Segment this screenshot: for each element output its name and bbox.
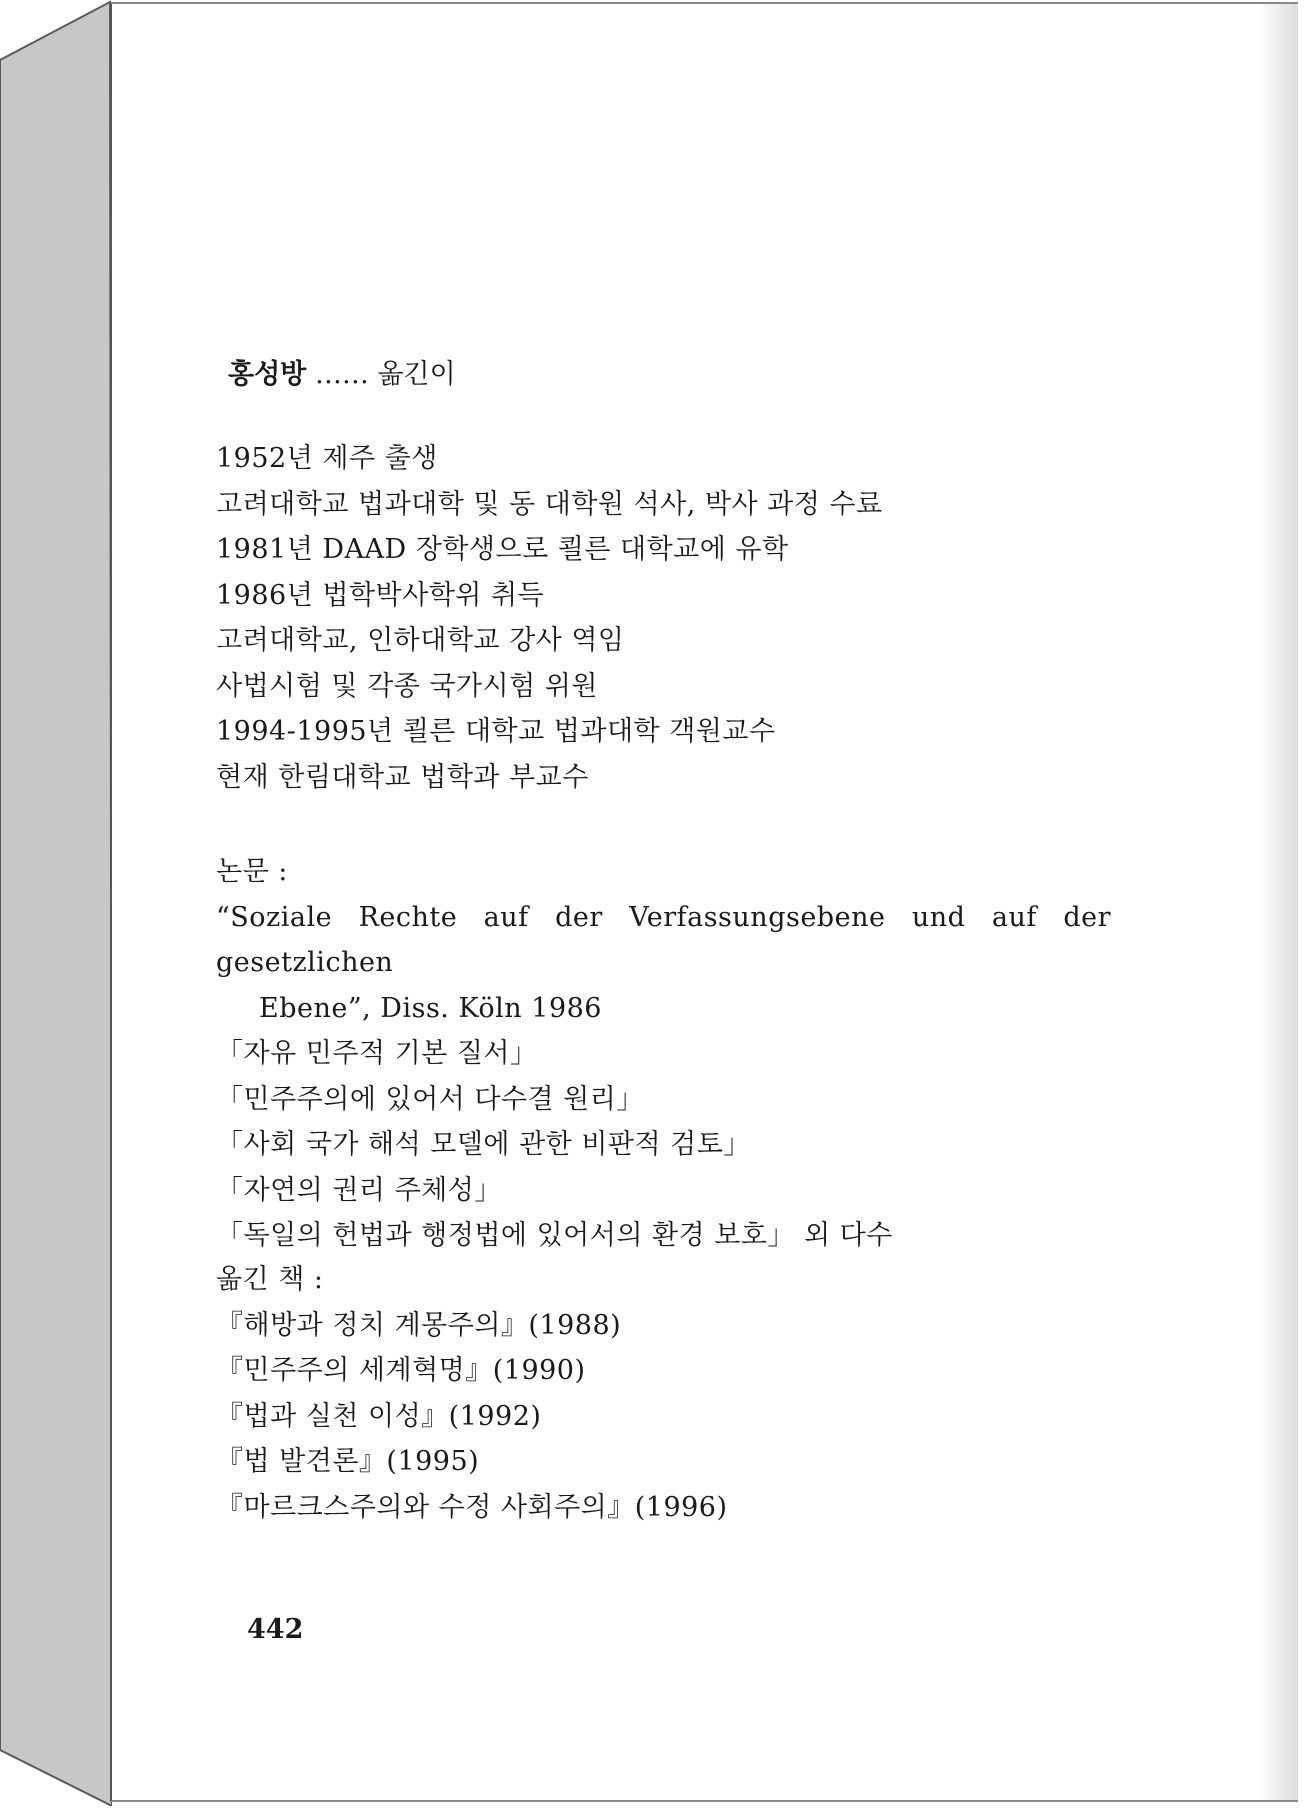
book-item: 『민주주의 세계혁명』(1990) [216,1355,586,1386]
translator-heading [228,352,456,391]
page-number: 442 [247,1614,304,1645]
bio-line: 고려대학교 법과대학 및 동 대학원 석사, 박사 과정 수료 [216,488,883,520]
bio-line: 고려대학교, 인하대학교 강사 역임 [216,625,625,656]
translated-books-section [216,1257,1236,1530]
leader-dots: …… [314,359,369,390]
bio-line: 현재 한림대학교 법학과 부교수 [216,761,589,793]
biography-list [216,436,1236,800]
paper-item: 「사회 국가 해석 모델에 관한 비판적 검토」 [216,1129,751,1160]
paper-item: 「자연의 권리 주체성」 [216,1174,502,1206]
bio-line: 1952년 제주 출생 [216,443,438,474]
book-page [110,2,1298,1802]
book-item: 『마르크스주의와 수정 사회주의』(1996) [216,1491,728,1523]
bio-line: 사법시험 및 각종 국가시험 위원 [216,670,598,702]
bio-line: 1994-1995년 쾰른 대학교 법과대학 객원교수 [216,716,776,747]
dissertation-title: “Soziale Rechte auf der Verfassungsebene und auf der gesetzlichen [216,901,1111,978]
paper-item: 「자유 민주적 기본 질서」 [216,1038,538,1069]
book-spine-shape [0,0,112,1806]
book-item: 『해방과 정치 계몽주의』(1988) [216,1309,622,1341]
book-spine [0,0,112,1806]
books-heading: 옮긴 책 : [216,1264,324,1295]
papers-section [216,849,1236,1259]
papers-heading: 논문 : [216,856,288,887]
bio-line: 1981년 DAAD 장학생으로 쾰른 대학교에 유학 [216,534,789,565]
book-item: 『법 발견론』(1995) [216,1446,480,1477]
dissertation-details: Ebene”, Diss. Köln 1986 [259,992,602,1024]
translator-name: 홍성방 [228,359,307,390]
paper-item: 「민주주의에 있어서 다수결 원리」 [216,1083,644,1115]
bio-line: 1986년 법학박사학위 취득 [216,579,545,611]
paper-item: 「독일의 헌법과 행정법에 있어서의 환경 보호」 외 다수 [216,1220,893,1251]
translator-role: 옮긴이 [377,359,456,390]
page-edge-shadow [1258,4,1298,1800]
book-item: 『법과 실천 이성』(1992) [216,1400,542,1432]
